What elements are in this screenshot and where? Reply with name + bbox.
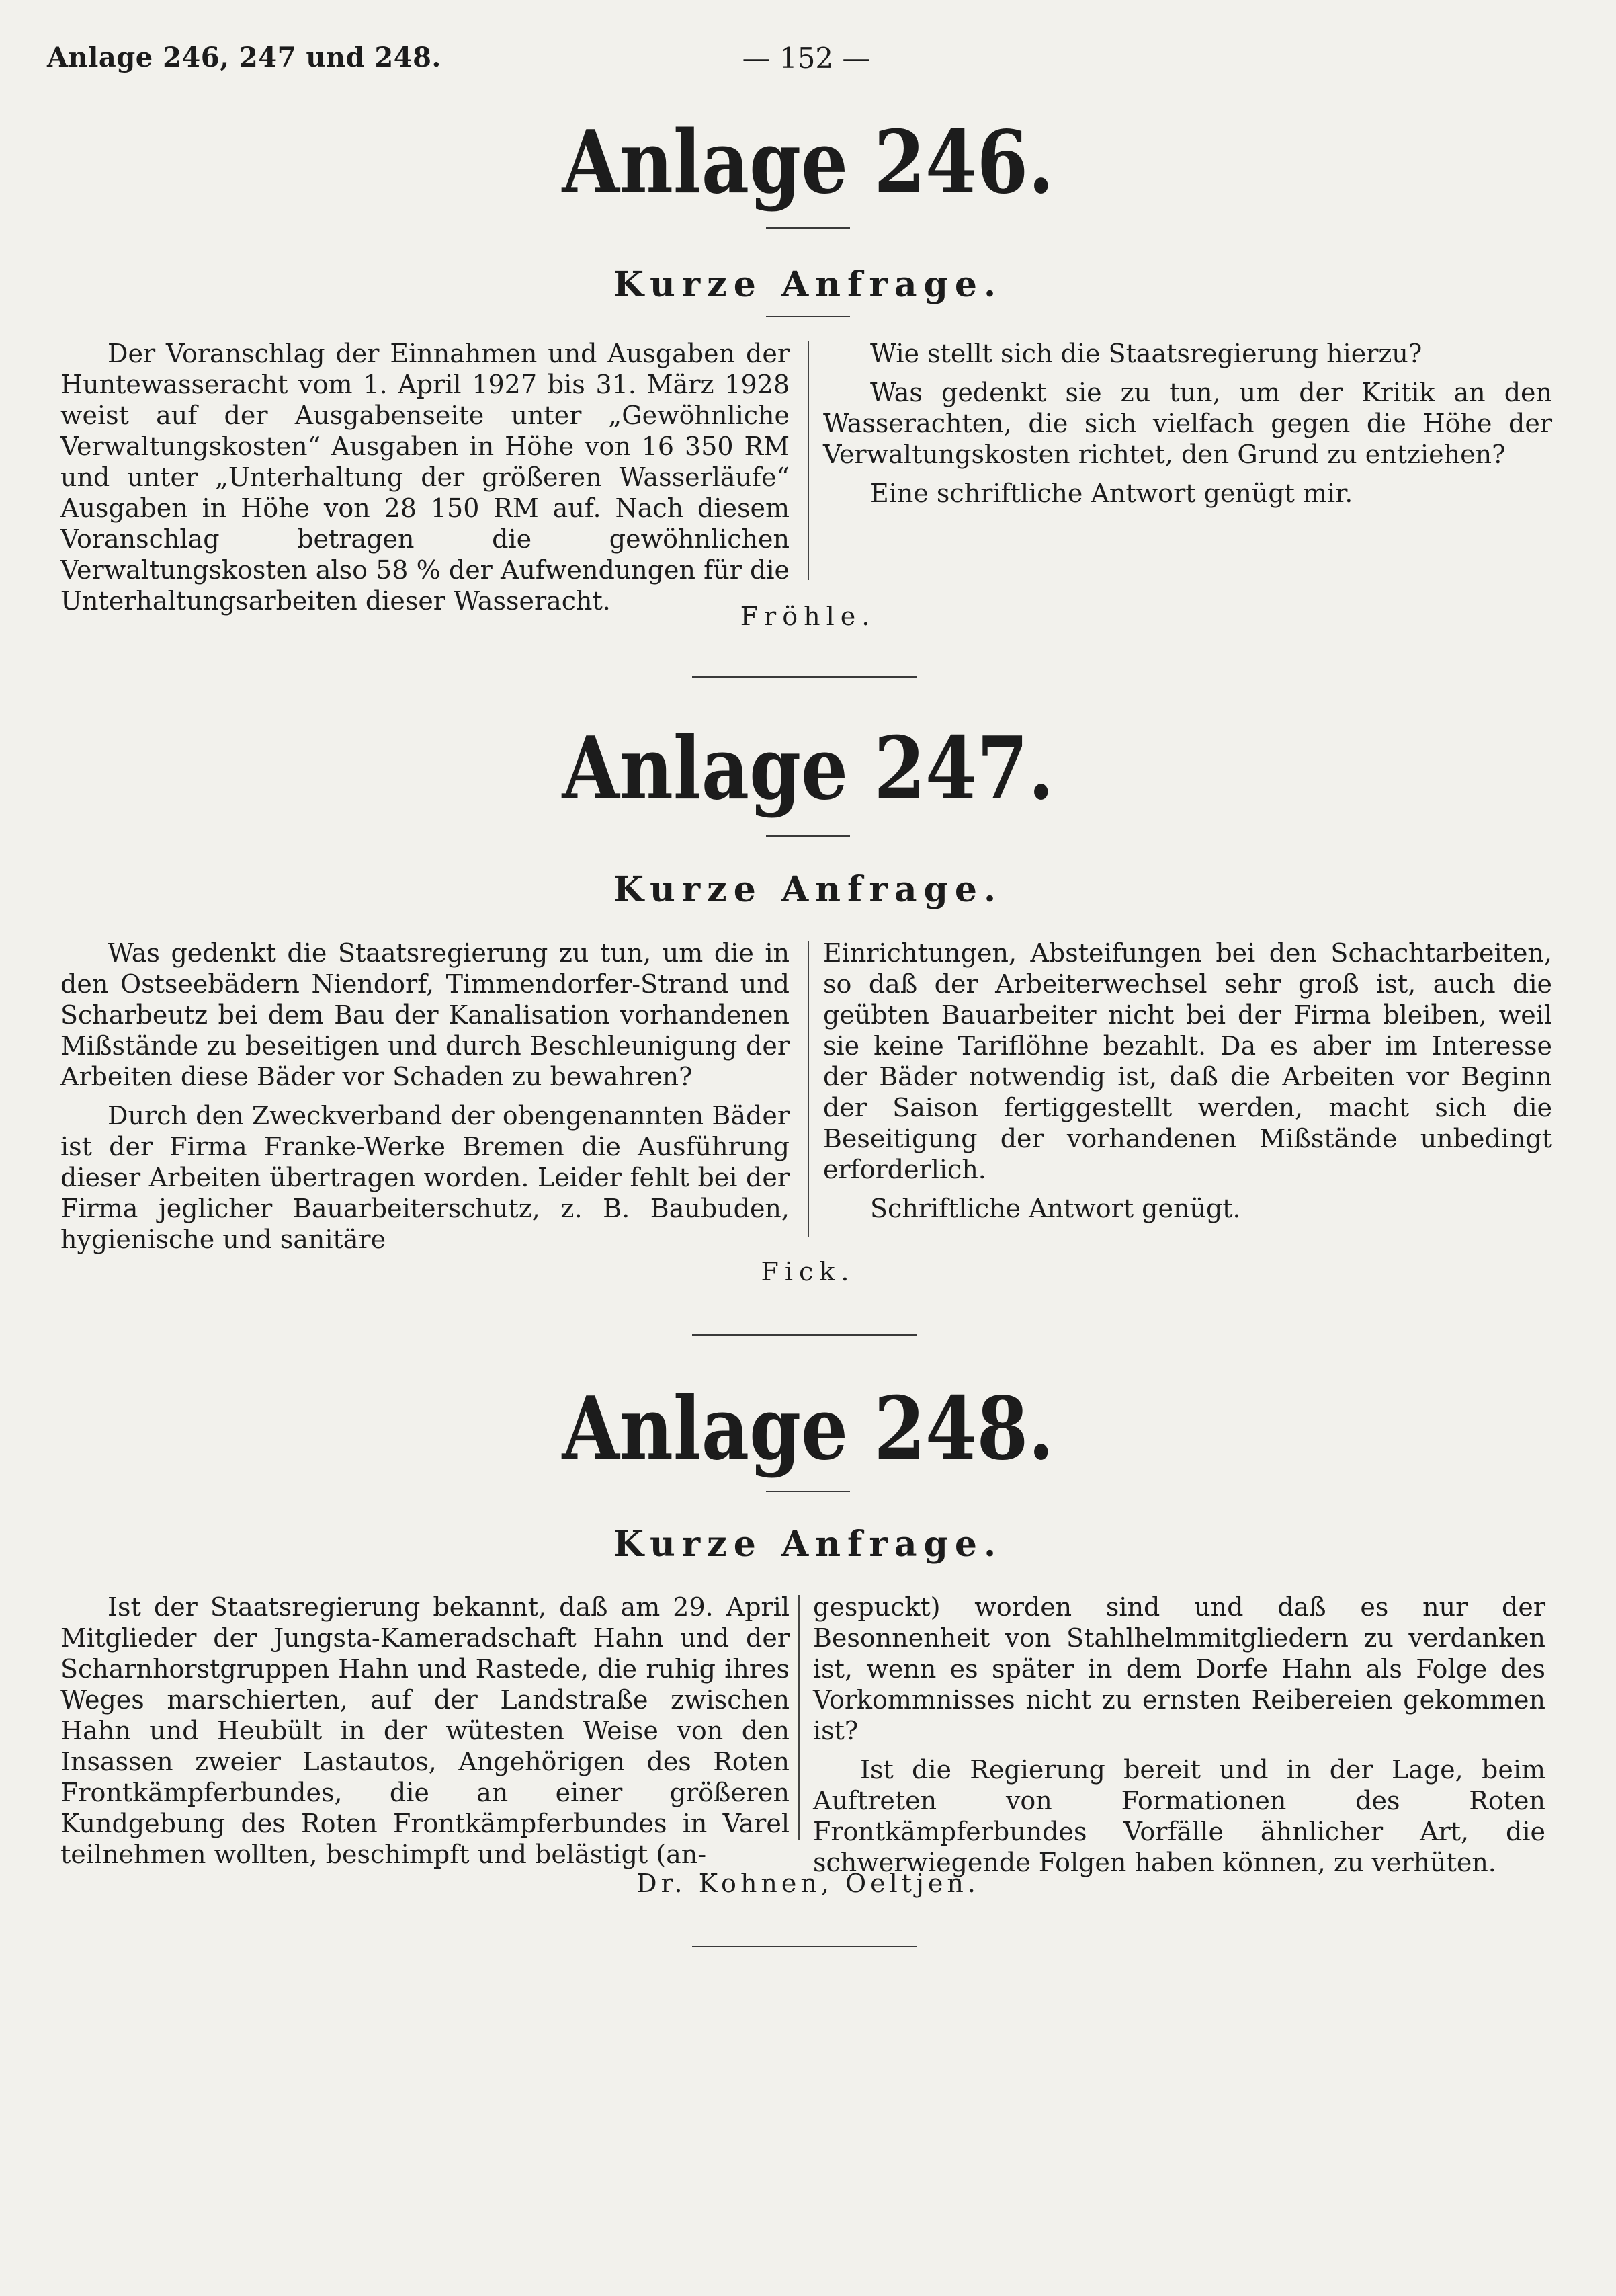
right-column-247 [823, 938, 1552, 1224]
paragraph: Schriftliche Antwort genügt. [870, 1194, 1241, 1223]
column-divider-248 [798, 1595, 800, 1840]
left-column-248 [60, 1592, 790, 1870]
paragraph: Ist die Regierung bereit und in der Lage, beim Auftreten von Formationen des Roten Frontkämpferbundes Vorfälle ähnlicher Art, die schwerwiegende Folgen haben können, zu verhüten. [813, 1755, 1545, 1877]
column-divider-246 [808, 341, 809, 580]
signature-247: Fick. [761, 1257, 855, 1286]
right-column-246 [823, 338, 1552, 509]
left-column-246 [60, 338, 790, 616]
section-subtitle-248: Kurze Anfrage. [613, 1524, 1003, 1565]
paragraph: Wie stellt sich die Staatsregierung hierzu? [870, 339, 1422, 368]
section-subtitle-247: Kurze Anfrage. [613, 869, 1003, 910]
page-number: — 152 — [742, 42, 871, 75]
running-head: Anlage 246, 247 und 248. [47, 42, 441, 73]
title-rule-248 [766, 1491, 850, 1492]
paragraph: Was gedenkt sie zu tun, um der Kritik an den Wasserachten, die sich vielfach gegen die Höhe der Verwaltungskosten richtet, den Grund zu entziehen? [823, 378, 1552, 469]
section-separator-246 [692, 676, 917, 678]
paragraph: Eine schriftliche Antwort genügt mir. [870, 479, 1353, 508]
paragraph: Durch den Zweckverband der obengenannten Bäder ist der Firma Franke-Werke Bremen die Ausführung dieser Arbeiten übertragen worden. Leider fehlt bei der Firma jeglicher Bauarbeiterschutz, z. B. Baubuden, hygienische und sanitäre [60, 1101, 790, 1254]
title-rule-246 [766, 227, 850, 229]
section-title-247: Anlage 247. [562, 719, 1054, 819]
signature-248: Dr. Kohnen, Oeltjen. [636, 1869, 980, 1898]
section-title-248: Anlage 248. [562, 1379, 1054, 1479]
section-separator-247 [692, 1334, 917, 1336]
section-title-246: Anlage 246. [562, 112, 1054, 213]
paragraph: Was gedenkt die Staatsregierung zu tun, um die in den Ostseebädern Niendorf, Timmendorfer-Strand und Scharbeutz bei dem Bau der Kanalisation vorhandenen Mißstände zu beseitigen und durch Beschleunigung der Arbeiten diese Bäder vor Schaden zu bewahren? [60, 938, 790, 1092]
paragraph: Der Voranschlag der Einnahmen und Ausgaben der Huntewasseracht vom 1. April 1927 bis 31. März 1928 weist auf der Ausgabenseite unter „Gewöhnliche Verwaltungskosten“ Ausgaben in Höhe von 16 350 RM und unter „Unterhaltung der größeren Wasserläufe“ Ausgaben in Höhe von 28 150 RM auf. Nach diesem Voranschlag betragen die gewöhnlichen Verwaltungskosten also 58 % der Aufwendungen für die Unterhaltungsarbeiten dieser Wasseracht. [60, 339, 790, 616]
paragraph: gespuckt) worden sind und daß es nur der Besonnenheit von Stahlhelmmitgliedern zu verdanken ist, wenn es später in dem Dorfe Hahn als Folge des Vorkommnisses nicht zu ernsten Reibereien gekommen ist? [813, 1592, 1545, 1746]
right-column-248 [813, 1592, 1545, 1878]
section-separator-248 [692, 1946, 917, 1947]
paragraph: Einrichtungen, Absteifungen bei den Schachtarbeiten, so daß der Arbeiterwechsel sehr groß ist, auch die geübten Bauarbeiter nicht bei der Firma bleiben, weil sie keine Tariflöhne bezahlt. Da es aber im Interesse der Bäder notwendig ist, daß die Arbeiten vor Beginn der Saison fertiggestellt werden, macht sich die Beseitigung der vorhandenen Mißstände unbedingt erforderlich. [823, 938, 1552, 1184]
section-subtitle-246: Kurze Anfrage. [613, 264, 1003, 305]
paragraph: Ist der Staatsregierung bekannt, daß am 29. April Mitglieder der Jungsta-Kameradschaft Hahn und der Scharnhorstgruppen Hahn und Rastede, die ruhig ihres Weges marschierten, auf der Landstraße zwischen Hahn und Heubült in der wütesten Weise von den Insassen zweier Lastautos, Angehörigen des Roten Frontkämpferbundes, die an einer größeren Kundgebung des Roten Frontkämpferbundes in Varel teilnehmen wollten, beschimpft und belästigt (an- [60, 1592, 790, 1869]
title-rule-247 [766, 835, 850, 837]
column-divider-247 [808, 941, 809, 1237]
left-column-247 [60, 938, 790, 1255]
subtitle-rule-246 [766, 316, 850, 317]
signature-246: Fröhle. [740, 602, 876, 631]
